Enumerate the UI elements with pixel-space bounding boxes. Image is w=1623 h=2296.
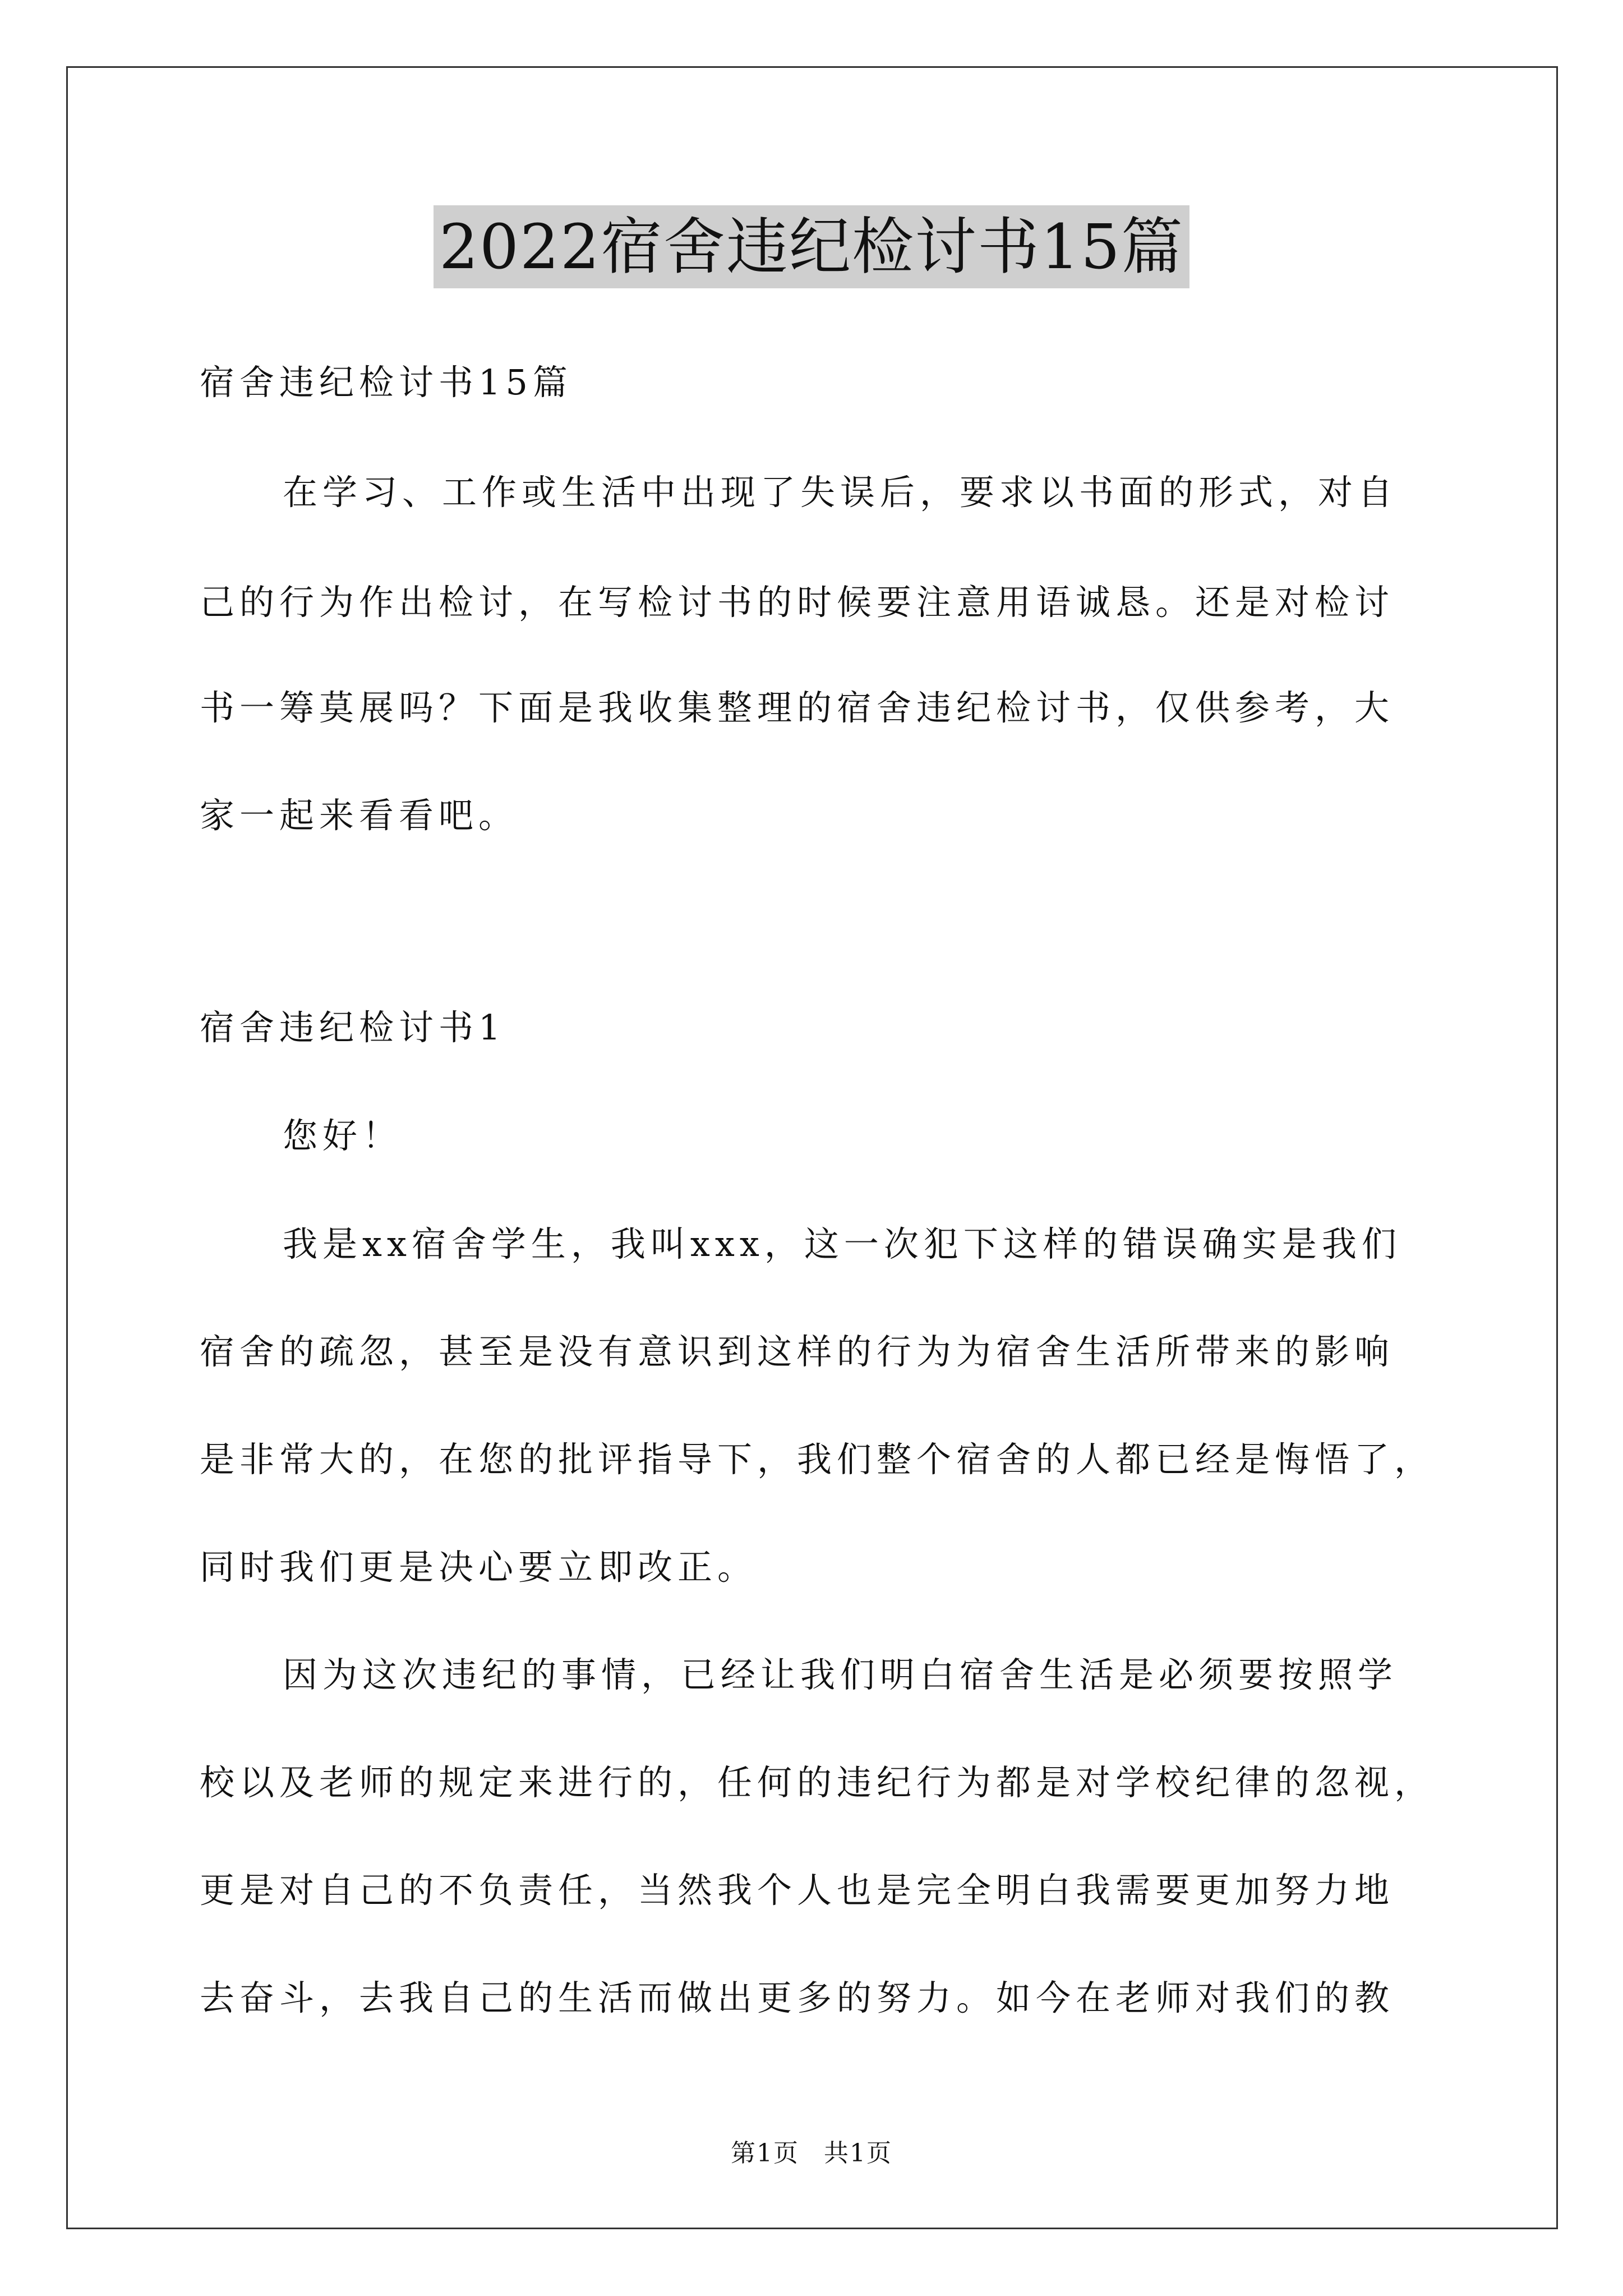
greeting: 您好！ (283, 1115, 403, 1156)
section-heading: 宿舍违纪检讨书1 (200, 1007, 506, 1048)
para2-line-1: 因为这次违纪的事情，已经让我们明白宿舍生活是必须要按照学 (283, 1654, 1398, 1695)
intro-line-2: 己的行为作出检讨，在写检讨书的时候要注意用语诚恳。还是对检讨 (200, 582, 1395, 623)
intro-line-3: 书一筹莫展吗？下面是我收集整理的宿舍违纪检讨书，仅供参考，大 (200, 687, 1395, 728)
page-total: 共1页 (824, 2139, 892, 2168)
document-title: 2022宿舍违纪检讨书15篇 (434, 205, 1189, 288)
para1-line-4: 同时我们更是决心要立即改正。 (200, 1547, 758, 1588)
intro-line-4: 家一起来看看吧。 (200, 795, 519, 836)
para2-line-3: 更是对自己的不负责任，当然我个人也是完全明白我需要更加努力地 (200, 1870, 1395, 1911)
subtitle: 宿舍违纪检讨书15篇 (200, 362, 573, 403)
para2-line-2: 校以及老师的规定来进行的，任何的违纪行为都是对学校纪律的忽视， (200, 1762, 1435, 1803)
intro-line-1: 在学习、工作或生活中出现了失误后，要求以书面的形式，对自 (283, 472, 1398, 513)
para1-line-1: 我是xx宿舍学生，我叫xxx，这一次犯下这样的错误确实是我们 (283, 1223, 1401, 1264)
page-number: 第1页 (731, 2139, 799, 2168)
page-footer (0, 2133, 1623, 2169)
title-wrap (0, 205, 1623, 288)
para1-line-3: 是非常大的，在您的批评指导下，我们整个宿舍的人都已经是悔悟了， (200, 1439, 1435, 1480)
para1-line-2: 宿舍的疏忽，甚至是没有意识到这样的行为为宿舍生活所带来的影响 (200, 1331, 1395, 1372)
para2-line-4: 去奋斗，去我自己的生活而做出更多的努力。如今在老师对我们的教 (200, 1977, 1395, 2018)
